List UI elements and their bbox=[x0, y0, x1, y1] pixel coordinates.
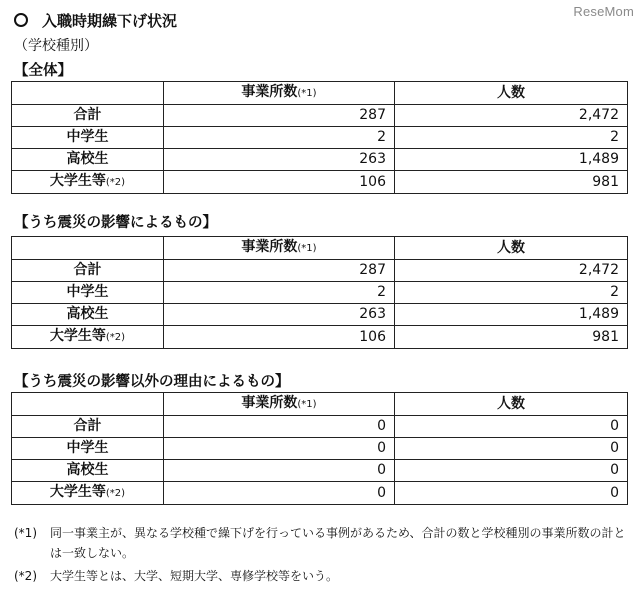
row-label bbox=[12, 171, 164, 194]
section-heading-overall: 【全体】 bbox=[14, 63, 72, 79]
header-people: 人数 bbox=[395, 237, 628, 260]
row-label-text: 大学生等 bbox=[49, 484, 106, 500]
row-label-text: 高校生 bbox=[66, 462, 109, 478]
header-offices bbox=[164, 393, 395, 416]
header-offices-note: (*1) bbox=[297, 243, 317, 254]
people-cell: 1,489 bbox=[395, 149, 628, 171]
people-cell: 2,472 bbox=[395, 260, 628, 282]
row-label-text: 合計 bbox=[73, 107, 102, 123]
page-subtitle: （学校種別） bbox=[14, 38, 98, 54]
page-title-text: 入職時期繰下げ状況 bbox=[42, 12, 178, 30]
offices-cell: 106 bbox=[164, 326, 395, 349]
table-row bbox=[12, 482, 628, 505]
row-label-text: 中学生 bbox=[66, 129, 109, 145]
offices-cell: 0 bbox=[164, 460, 395, 482]
row-label bbox=[12, 326, 164, 349]
offices-cell: 0 bbox=[164, 482, 395, 505]
row-label-text: 高校生 bbox=[66, 306, 109, 322]
header-offices-label: 事業所数 bbox=[241, 84, 298, 100]
people-cell: 2,472 bbox=[395, 105, 628, 127]
header-empty bbox=[12, 82, 164, 105]
offices-cell: 287 bbox=[164, 105, 395, 127]
table-header-row bbox=[12, 237, 628, 260]
people-cell: 2 bbox=[395, 127, 628, 149]
table-row bbox=[12, 416, 628, 438]
row-label bbox=[12, 438, 164, 460]
table-earthquake bbox=[11, 236, 628, 349]
offices-cell: 0 bbox=[164, 438, 395, 460]
people-cell: 1,489 bbox=[395, 304, 628, 326]
offices-cell: 2 bbox=[164, 282, 395, 304]
row-label bbox=[12, 482, 164, 505]
row-label-text: 大学生等 bbox=[49, 173, 106, 189]
row-label-text: 合計 bbox=[73, 262, 102, 278]
offices-cell: 263 bbox=[164, 149, 395, 171]
offices-cell: 287 bbox=[164, 260, 395, 282]
people-cell: 0 bbox=[395, 416, 628, 438]
header-offices-label: 事業所数 bbox=[241, 395, 298, 411]
row-label-note: (*2) bbox=[105, 177, 126, 188]
row-label bbox=[12, 260, 164, 282]
row-label bbox=[12, 149, 164, 171]
offices-cell: 0 bbox=[164, 416, 395, 438]
resemom-logo: ReseMom bbox=[573, 4, 634, 19]
row-label bbox=[12, 127, 164, 149]
row-label-text: 合計 bbox=[73, 418, 102, 434]
footnote-2-mark: (*2) bbox=[14, 569, 37, 583]
table-row bbox=[12, 460, 628, 482]
header-offices-note: (*1) bbox=[297, 399, 317, 410]
row-label bbox=[12, 282, 164, 304]
table-row bbox=[12, 260, 628, 282]
header-offices bbox=[164, 82, 395, 105]
page-title bbox=[14, 10, 177, 31]
offices-cell: 106 bbox=[164, 171, 395, 194]
footnote-1-line1: 同一事業主が、異なる学校種で繰下げを行っている事例があるため、合計の数と学校種別の事業所数の計と bbox=[50, 526, 626, 540]
table-row bbox=[12, 326, 628, 349]
header-offices-label: 事業所数 bbox=[241, 239, 298, 255]
header-empty bbox=[12, 237, 164, 260]
people-cell: 0 bbox=[395, 438, 628, 460]
row-label-note: (*2) bbox=[105, 488, 126, 499]
circle-bullet-icon bbox=[14, 13, 28, 27]
row-label-text: 中学生 bbox=[66, 284, 109, 300]
row-label-text: 中学生 bbox=[66, 440, 109, 456]
row-label bbox=[12, 105, 164, 127]
footnote-1-mark: (*1) bbox=[14, 526, 37, 540]
header-people: 人数 bbox=[395, 393, 628, 416]
table-row bbox=[12, 149, 628, 171]
section-heading-earthquake: 【うち震災の影響によるもの】 bbox=[14, 215, 217, 231]
header-offices bbox=[164, 237, 395, 260]
table-overall bbox=[11, 81, 628, 194]
row-label-text: 高校生 bbox=[66, 151, 109, 167]
footnote-1-line2: は一致しない。 bbox=[50, 546, 135, 560]
row-label bbox=[12, 304, 164, 326]
table-row bbox=[12, 438, 628, 460]
row-label-note: (*2) bbox=[105, 332, 126, 343]
row-label bbox=[12, 460, 164, 482]
offices-cell: 2 bbox=[164, 127, 395, 149]
people-cell: 0 bbox=[395, 482, 628, 505]
people-cell: 981 bbox=[395, 326, 628, 349]
section-heading-other-reasons: 【うち震災の影響以外の理由によるもの】 bbox=[14, 374, 290, 390]
table-row bbox=[12, 105, 628, 127]
table-row bbox=[12, 127, 628, 149]
people-cell: 2 bbox=[395, 282, 628, 304]
footnote-2-line1: 大学生等とは、大学、短期大学、専修学校等をいう。 bbox=[50, 569, 339, 583]
row-label bbox=[12, 416, 164, 438]
header-people: 人数 bbox=[395, 82, 628, 105]
table-row bbox=[12, 171, 628, 194]
header-offices-note: (*1) bbox=[297, 88, 317, 99]
people-cell: 0 bbox=[395, 460, 628, 482]
row-label-text: 大学生等 bbox=[49, 328, 106, 344]
table-header-row bbox=[12, 82, 628, 105]
table-header-row bbox=[12, 393, 628, 416]
header-empty bbox=[12, 393, 164, 416]
offices-cell: 263 bbox=[164, 304, 395, 326]
table-other-reasons bbox=[11, 392, 628, 505]
table-row bbox=[12, 304, 628, 326]
table-row bbox=[12, 282, 628, 304]
people-cell: 981 bbox=[395, 171, 628, 194]
